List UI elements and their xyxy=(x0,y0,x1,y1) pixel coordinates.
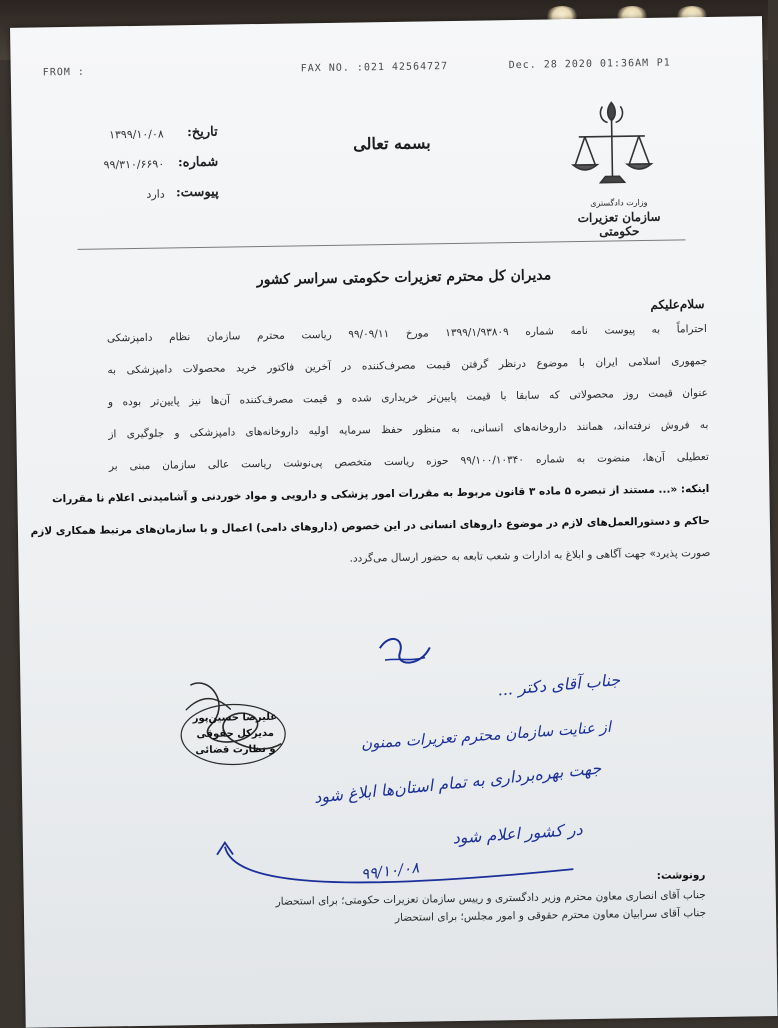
date-value: ۱۳۹۹/۱۰/۰۸ xyxy=(108,127,164,142)
header-divider xyxy=(78,239,686,250)
handwritten-line: جهت بهره‌برداری به تمام استان‌ها ابلاغ شود xyxy=(313,758,603,807)
fax-datetime: Dec. 28 2020 01:36AM xyxy=(508,57,650,72)
fax-from: FROM : xyxy=(42,66,85,79)
organization-name: سازمان تعزیرات حکومتی xyxy=(577,209,661,239)
body-line: عنوان قیمت روز محصولاتی که سابقا با قیمت پایین‌تر خریداری شده و قیمت مصرف‌کننده آن‌ها نیز پایین‌تر بوده و xyxy=(107,386,708,409)
document-page xyxy=(10,16,778,1028)
date-label: تاریخ: xyxy=(186,124,218,141)
signatory-title: و نظارت قضائی xyxy=(195,743,276,757)
salutation: سلام‌علیکم xyxy=(650,297,705,312)
handwritten-line: از عنایت سازمان محترم تعزیرات ممنون xyxy=(360,717,612,753)
body-line: اینکه: «... مستند از تبصره ۵ ماده ۳ قانون مربوط به مقررات امور پزشکی و دارویی و مواد خوردنی و آشامیدنی اعلام نا مقررات xyxy=(51,482,710,506)
attachment-label: پیوست: xyxy=(175,184,219,201)
handwritten-line: در کشور اعلام شود xyxy=(451,819,584,848)
attachment-value: دارد xyxy=(146,187,165,201)
cc-line: جناب آقای سرابیان معاون محترم حقوقی و امور مجلس؛ برای استحضار xyxy=(394,907,707,924)
handwritten-date: ۹۹/۱۰/۰۸ xyxy=(359,858,421,884)
handwritten-line: جناب آقای دکتر ... xyxy=(496,670,621,700)
ministry-name: وزارت دادگستری xyxy=(590,197,648,208)
handwritten-initials-icon xyxy=(370,627,441,678)
cc-line: جناب آقای انصاری معاون محترم وزیر دادگستری و رییس سازمان تعزیرات حکومتی؛ برای استحضار xyxy=(275,889,706,908)
body-line: تعطیلی آن‌ها، منضوت به شماره ۹۹/۱۰۰/۱۰۳۴۰ حوزه ریاست متخصص پی‌نوشت ریاست عالی سازمان مبنی بر xyxy=(108,450,709,473)
signatory-name: علیرضا حسین‌پور xyxy=(192,711,278,725)
body-line: جمهوری اسلامی ایران با موضوع درنظر گرفتن قیمت مصرف‌کننده در آخرین فاکتور خرید محصولات دامپزشکی به xyxy=(107,354,708,377)
body-line: حاکم و دستورالعمل‌های لازم در موضوع داروهای انسانی در این خصوص (داروهای دامی) اعمال و با سازمان‌های مرتبط همکاری لازم xyxy=(30,514,710,538)
fax-number: FAX NO. :021 42564727 xyxy=(300,61,449,75)
number-label: شماره: xyxy=(177,154,219,171)
body-line: احتراماً به پیوست نامه شماره ۱۳۹۹/۱/۹۳۸۰۹ مورخ ۹۹/۰۹/۱۱ ریاست محترم سازمان نظام دامپزشکی xyxy=(106,322,707,345)
justice-scales-emblem-icon xyxy=(566,94,658,205)
number-value: ۹۹/۳۱۰/۶۶۹۰ xyxy=(103,157,165,172)
fax-page: P1 xyxy=(656,57,671,69)
cc-label: رونوشت: xyxy=(656,869,706,882)
invocation: بسمه تعالی xyxy=(353,133,431,154)
body-line: صورت پذیرد» جهت آگاهی و ابلاغ به ادارات و شعب تابعه به حضور ارسال می‌گردد. xyxy=(349,546,711,565)
addressee: مدیران کل محترم تعزیرات حکومتی سراسر کشور xyxy=(256,267,552,289)
signatory-title: مدیرکل حقوقی xyxy=(196,727,274,741)
body-line: به فروش نرفته‌اند، همانند داروخانه‌های انسانی، به منظور حفظ سرمایه اولیه داروخانه‌های دامپزشکی و جلوگیری از xyxy=(108,418,709,441)
